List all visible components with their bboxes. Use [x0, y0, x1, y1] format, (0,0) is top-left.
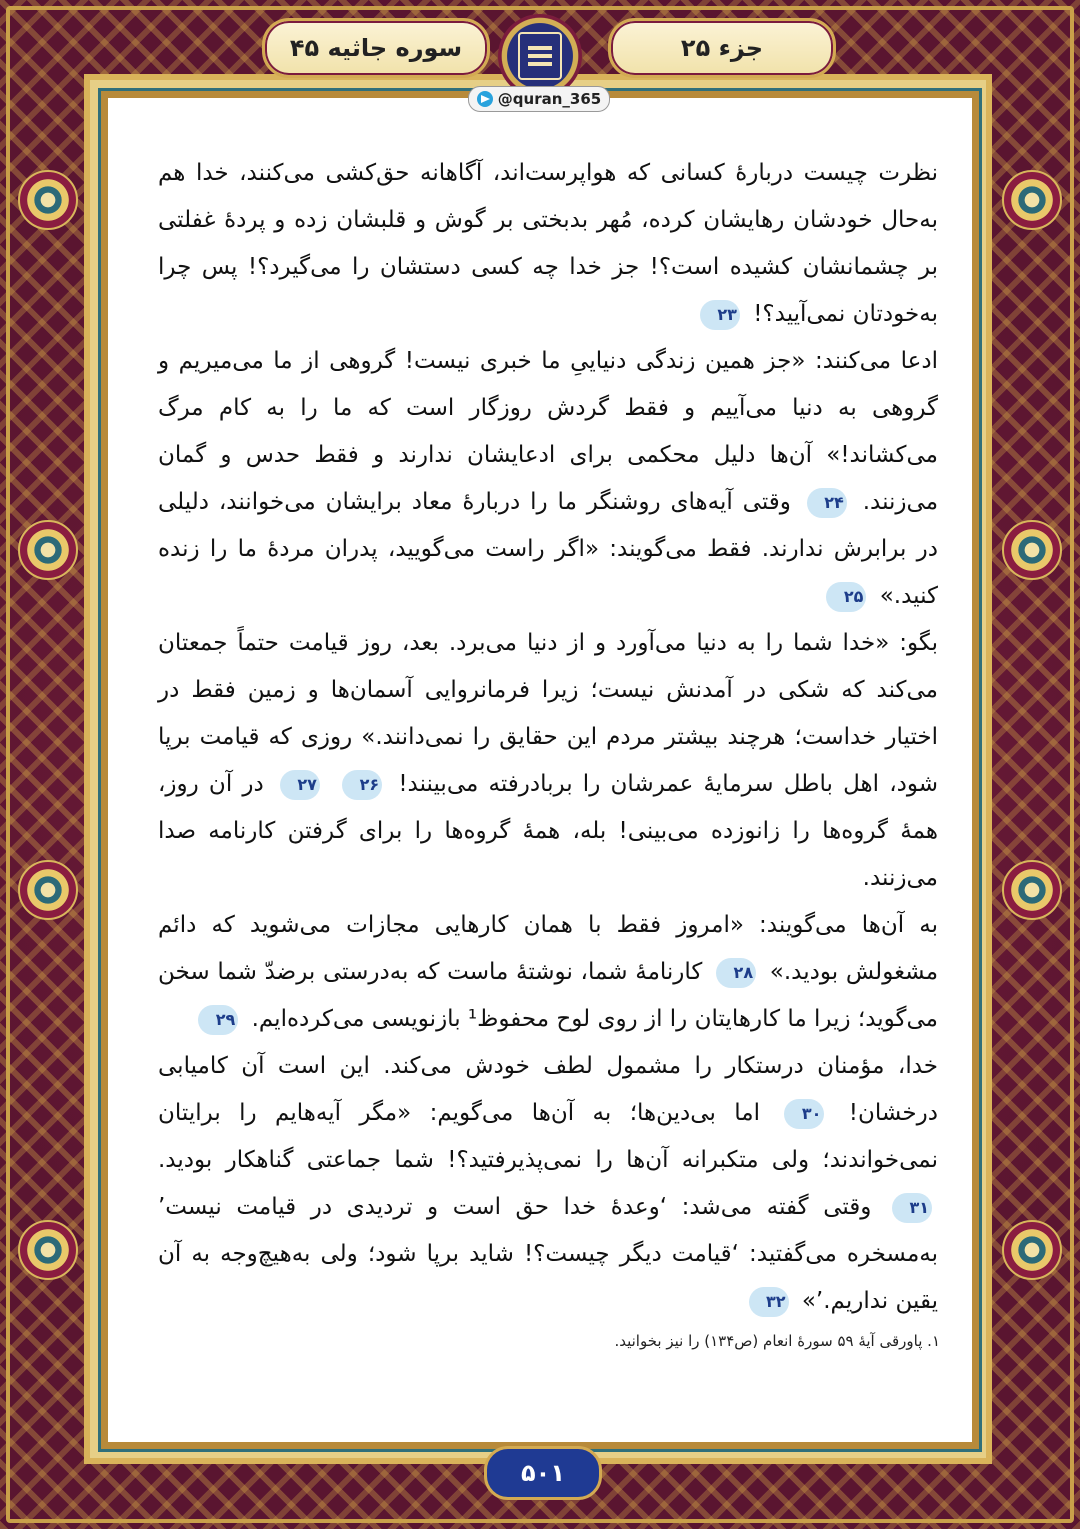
- verse-text: بگو: «خدا شما را به دنیا می‌آورد و از دنیا می‌برد. بعد، روز قیامت حتماً جمعتان می‌کند که شکی در آمدنش نیست؛ زیرا فرمانروایی آسمان‌ها و زمین فقط در اختیار خداست؛ هرچند بیشتر مردم این حقایق را نمی‌دانند.» روزی که قیامت برپا شود، اهل باطل سرمایهٔ عمرشان را بربادرفته می‌بینند!: [158, 630, 939, 797]
- paragraph: [158, 1043, 938, 1325]
- page-number: ۵۰۱: [484, 1446, 602, 1500]
- paragraph: [158, 150, 938, 338]
- ornament-medallion-icon: [18, 170, 78, 230]
- verse-number-badge: ۲۹: [198, 1005, 238, 1035]
- verse-text: ادعا می‌کنند: «جز همین زندگی دنیاییِ ما خبری نیست! گروهی از ما می‌میریم و گروهی به دنیا می‌آییم و فقط گردش روزگار است که ما را به کام مرگ می‌کشاند!» آن‌ها دلیل محکمی برای ادعایشان ندارند و فقط حدس و گمان می‌زنند.: [158, 348, 939, 515]
- channel-handle: @quran_365: [497, 90, 602, 108]
- verse-text: اما بی‌دین‌ها؛ به آن‌ها می‌گویم: «مگر آیه‌هایم را برایتان نمی‌خواندند؛ ولی متکبرانه آن‌ها را نمی‌پذیرفتید؟! شما جماعتی گناهکار بودید.: [158, 1100, 938, 1173]
- verse-text: خدا، مؤمنان درستکار را مشمول لطف خودش می‌کند. این است آن کامیابی درخشان!: [158, 1053, 939, 1126]
- ornament-medallion-icon: [1002, 1220, 1062, 1280]
- ornament-medallion-icon: [18, 1220, 78, 1280]
- juz-label: جزء ۲۵: [608, 18, 836, 78]
- telegram-icon: [477, 91, 493, 107]
- verse-number-badge: ۲۷: [280, 770, 320, 800]
- paragraph: [158, 338, 938, 620]
- channel-badge[interactable]: [468, 86, 610, 112]
- verse-number-badge: ۲۵: [826, 582, 866, 612]
- verse-text: به آن‌ها می‌گویند: «امروز فقط با همان کارهایی مجازات می‌شوید که دائم مشغولش بودید.»: [158, 912, 939, 985]
- verse-number-badge: ۲۴: [807, 488, 847, 518]
- ornament-medallion-icon: [18, 520, 78, 580]
- verse-translation-body: [158, 150, 938, 1325]
- verse-number-badge: ۳۱: [892, 1193, 932, 1223]
- ornament-medallion-icon: [1002, 170, 1062, 230]
- ornament-medallion-icon: [1002, 860, 1062, 920]
- verse-number-badge: ۲۳: [700, 300, 740, 330]
- ornament-medallion-icon: [1002, 520, 1062, 580]
- verse-text: وقتی آیه‌های روشنگر ما را دربارهٔ معاد برایشان می‌خوانند، دلیلی در برابرش ندارند. فقط می‌گویند: «اگر راست می‌گویید، پدران مردهٔ ما را زنده کنید.»: [158, 489, 938, 609]
- surah-label: سوره جاثیه ۴۵: [262, 18, 490, 78]
- paragraph: [158, 902, 938, 1043]
- verse-text: نظرت چیست دربارهٔ کسانی که هواپرست‌اند، آگاهانه حق‌کشی می‌کنند، خدا هم به‌حال خودشان رهایشان کرده، مُهر بدبختی بر گوش و قلبشان زده و پردهٔ غفلتی بر چشمانشان کشیده است؟! جز خدا چه کسی دستشان را می‌گیرد؟! پس چرا به‌خودتان نمی‌آیید؟!: [158, 160, 938, 327]
- verse-number-badge: ۳۰: [784, 1099, 824, 1129]
- verse-number-badge: ۲۸: [716, 958, 756, 988]
- footnote: ۱. پاورقی آیهٔ ۵۹ سورهٔ انعام (ص۱۳۴) را نیز بخوانید.: [614, 1332, 940, 1350]
- verse-text: در آن روز، همهٔ گروه‌ها را زانوزده می‌بینی! بله، همهٔ گروه‌ها را برای گرفتن کارنامه صدا می‌زنند.: [158, 771, 938, 891]
- verse-text: کارنامهٔ شما، نوشتهٔ ماست که به‌درستی برضدّ شما سخن می‌گوید؛ زیرا ما کارهایتان را از روی لوح محفوظ¹ بازنویسی می‌کرده‌ایم.: [158, 959, 938, 1032]
- paragraph: [158, 620, 938, 902]
- verse-number-badge: ۲۶: [342, 770, 382, 800]
- ornament-medallion-icon: [18, 860, 78, 920]
- verse-number-badge: ۳۲: [749, 1287, 789, 1317]
- verse-text: وقتی گفته می‌شد: ‘وعدهٔ خدا حق است و تردیدی در قیامت نیست’ به‌مسخره می‌گفتید: ‘قیامت دیگر چیست؟! شاید برپا شود؛ ولی به‌هیچ‌وجه به آن یقین نداریم.’»: [158, 1194, 938, 1314]
